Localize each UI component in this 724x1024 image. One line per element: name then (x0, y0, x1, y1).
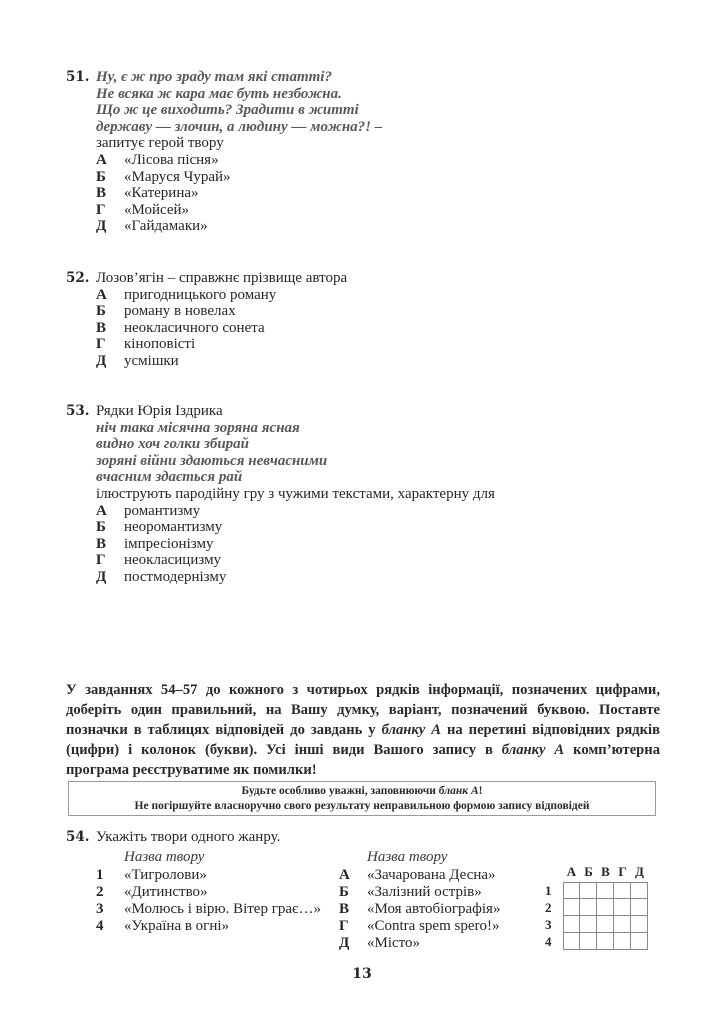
quote-line: Ну, є ж про зраду там які статті? (96, 69, 332, 85)
list-item: Г «Contra spem spero!» (339, 918, 500, 934)
list-item: Б «Залізний острів» (339, 884, 482, 900)
answer-option-g: Г «Мойсей» (96, 201, 190, 218)
answer-option-g: Г кіноповісті (96, 336, 196, 353)
instructions-paragraph: У завданнях 54–57 до кожного з чотирьох рядків інформації, позначених цифрами, доберіть один правильний, на Вашу думку, варіант, позначений буквою. Поставте позначки в таблицях відповідей до завдань у бланку А на перетині відповідних рядків (цифри) і колонок (букви). Усі інші види Вашого запису в бланку А комп’ютерна програма реєструватиме як помилки! (66, 682, 660, 778)
list-item: 2 «Дитинство» (96, 884, 208, 900)
answer-option-b: Б неоромантизму (96, 519, 223, 536)
question-number: 51. (66, 69, 90, 85)
grid-row-2: 2 (545, 899, 648, 916)
notice-line-2: Не погіршуйте власноручно свого результату неправильною формою запису відповідей (134, 800, 590, 812)
question-number: 54. (66, 829, 90, 845)
grid-cell[interactable] (563, 882, 580, 899)
question-53 (66, 403, 666, 586)
answer-option-v: В неокласичного сонета (96, 319, 265, 336)
grid-cell[interactable] (580, 933, 597, 950)
list-item: В «Моя автобіографія» (339, 901, 501, 917)
question-51 (66, 69, 666, 235)
answer-option-d: Д усмішки (96, 352, 179, 369)
question-stem-intro: Рядки Юрія Іздрика (96, 403, 223, 419)
quote-line: видно хоч голки збирай (96, 436, 250, 453)
grid-cell[interactable] (580, 916, 597, 933)
answer-option-a: А «Лісова пісня» (96, 151, 219, 168)
quote-line: державу — злочин, а людину — можна?! – (96, 118, 383, 135)
answer-option-d: Д постмодернізму (96, 568, 227, 585)
quote-line: Що ж це виходить? Зрадити в житті (96, 102, 359, 119)
answer-option-a: А пригодницького роману (96, 286, 277, 303)
grid-cell[interactable] (614, 899, 631, 916)
grid-cell[interactable] (597, 882, 614, 899)
grid-cell[interactable] (597, 916, 614, 933)
question-54-stem: 54. Укажіть твори одного жанру. (66, 829, 281, 845)
question-stem: запитує герой твору (96, 135, 224, 152)
grid-cell[interactable] (631, 916, 648, 933)
grid-row-3: 3 (545, 916, 648, 933)
quote-line: ніч така місячна зоряна ясная (96, 419, 300, 436)
grid-cell[interactable] (563, 899, 580, 916)
grid-cell[interactable] (580, 899, 597, 916)
grid-cell[interactable] (614, 916, 631, 933)
grid-cell[interactable] (597, 933, 614, 950)
grid-cell[interactable] (563, 916, 580, 933)
question-number: 53. (66, 403, 90, 419)
list-item: А «Зачарована Десна» (339, 867, 496, 883)
grid-cell[interactable] (563, 933, 580, 950)
answer-option-v: В імпресіонізму (96, 535, 214, 552)
grid-cell[interactable] (597, 899, 614, 916)
question-stem: ілюструють пародійну гру з чужими текстами, характерну для (96, 485, 495, 502)
warning-notice-box (68, 781, 656, 816)
question-stem: Лозов’ягін – справжнє прізвище автора (96, 270, 348, 286)
grid-cell[interactable] (580, 882, 597, 899)
answer-option-g: Г неокласицизму (96, 552, 222, 569)
grid-row-4: 4 (545, 933, 648, 950)
grid-cell[interactable] (631, 899, 648, 916)
notice-line-1: Будьте особливо уважні, заповнюючи бланк А! (241, 785, 483, 797)
right-list (339, 867, 500, 952)
answer-option-b: Б «Маруся Чурай» (96, 168, 231, 185)
grid-column-headers: А Б В Г Д (566, 864, 644, 879)
question-number: 52. (66, 270, 90, 286)
answer-option-d: Д «Гайдамаки» (96, 218, 208, 235)
grid-cell[interactable] (631, 933, 648, 950)
answer-option-b: Б роману в новелах (96, 303, 236, 320)
left-list (96, 867, 321, 935)
right-column-header: Назва твору (367, 849, 448, 865)
grid-row-1: 1 (545, 882, 648, 899)
grid-cell[interactable] (614, 933, 631, 950)
left-column-header: Назва твору (124, 849, 205, 865)
answer-option-a: А романтизму (96, 502, 201, 519)
grid-cell[interactable] (614, 882, 631, 899)
list-item: Д «Місто» (339, 935, 421, 951)
answer-option-v: В «Катерина» (96, 185, 199, 202)
list-item: 1 «Тигролови» (96, 867, 207, 883)
quote-line: зоряні війни здаються невчасними (96, 452, 328, 469)
question-52 (66, 270, 666, 370)
page-number: 13 (352, 966, 372, 982)
quote-line: Не всяка ж кара має буть незбожна. (96, 85, 342, 102)
list-item: 3 «Молюсь і вірю. Вітер грає…» (96, 901, 321, 917)
list-item: 4 «Україна в огні» (96, 918, 230, 934)
quote-line: вчасним здається рай (96, 469, 243, 486)
grid-cell[interactable] (631, 882, 648, 899)
